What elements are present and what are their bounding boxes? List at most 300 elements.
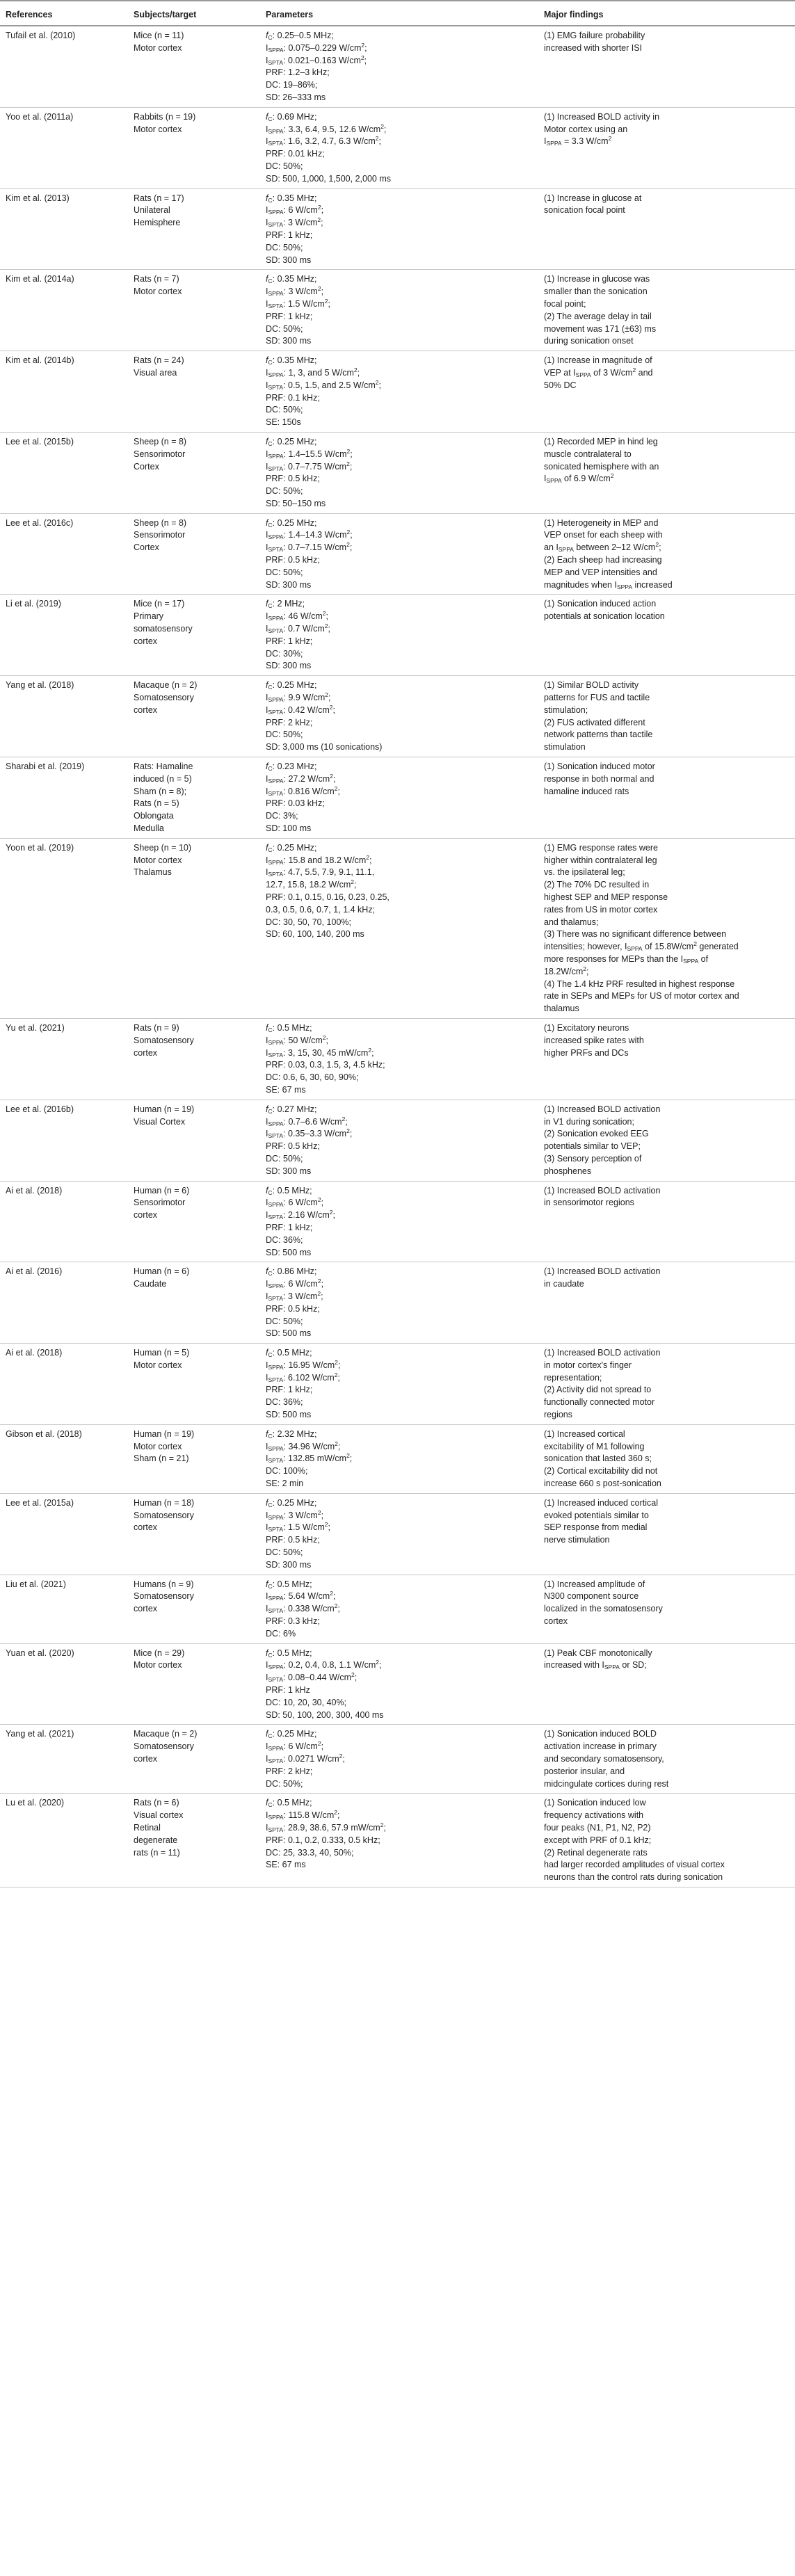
cell-line: $I_{SPPA}$: 6 $W/cm^2$; xyxy=(266,1740,324,1753)
findings-cell xyxy=(538,351,795,433)
subjects-cell xyxy=(128,1493,260,1575)
cell-line: DC: 0.6, 6, 30, 60, 90%; xyxy=(266,1072,359,1083)
cell-line: Human (n = 6) xyxy=(134,1266,190,1277)
reference-cell xyxy=(0,1493,128,1575)
cell-line: $I_{SPTA}$: 132.85 $mW/cm^2$; xyxy=(266,1452,353,1465)
reference-cell xyxy=(0,1181,128,1262)
findings-cell xyxy=(538,838,795,1018)
cell-line: in sensorimotor regions xyxy=(544,1198,634,1208)
cell-line: Ai et al. (2016) xyxy=(6,1266,63,1277)
cell-line: in caudate xyxy=(544,1279,584,1289)
parameters-cell xyxy=(260,26,538,107)
cell-line: $I_{SPTA}$: 3 $W/cm^2$; xyxy=(266,1289,323,1302)
cell-line: $I_{SPPA}$: 27.2 $W/cm^2$; xyxy=(266,772,336,784)
subjects-cell xyxy=(128,1725,260,1794)
findings-cell xyxy=(538,1424,795,1493)
header-parameters: Parameters xyxy=(260,1,538,26)
table-row xyxy=(0,270,795,351)
cell-line: (2) FUS activated different xyxy=(544,717,645,727)
cell-line: DC: 50%; xyxy=(266,1316,303,1326)
cell-line: DC: 6% xyxy=(266,1628,296,1639)
cell-line: (1) Similar BOLD activity xyxy=(544,680,639,691)
findings-cell xyxy=(538,1493,795,1575)
cell-line: SD: 50–150 ms xyxy=(266,498,326,508)
cell-line: (1) Sonication induced motor xyxy=(544,762,655,772)
cell-line: $I_{SPPA}$: 50 $W/cm^2$; xyxy=(266,1033,329,1046)
cell-line: Rats (n = 7) xyxy=(134,274,179,284)
header-references: References xyxy=(0,1,128,26)
cell-line: DC: 3%; xyxy=(266,811,298,821)
cell-line: Rats (n = 9) xyxy=(134,1022,179,1033)
cell-line: increased spike rates with xyxy=(544,1035,644,1045)
parameters-cell xyxy=(260,1262,538,1344)
cell-line: $I_{SPPA}$: 0.2, 0.4, 0.8, 1.1 $W/cm^2$; xyxy=(266,1659,382,1671)
cell-line: $I_{SPTA}$: 0.338 $W/cm^2$; xyxy=(266,1602,340,1615)
cell-line: response in both normal and xyxy=(544,773,655,784)
cell-line: $f_C$: 0.27 MHz; xyxy=(266,1104,317,1115)
cell-line: 50% DC xyxy=(544,380,577,390)
cell-line: $f_C$: 0.25 MHz; xyxy=(266,517,317,529)
reference-cell xyxy=(0,1575,128,1643)
cell-line: excitability of M1 following xyxy=(544,1441,645,1451)
cell-line: $f_C$: 0.25 MHz; xyxy=(266,680,317,691)
cell-line: cortex xyxy=(134,636,158,646)
table-row xyxy=(0,1493,795,1575)
cell-line: SD: 300 ms xyxy=(266,255,312,265)
table-row xyxy=(0,1018,795,1100)
cell-line: PRF: 1 kHz; xyxy=(266,1385,313,1395)
reference-cell xyxy=(0,1018,128,1100)
cell-line: $I_{SPPA} = 3.3$ $W/cm^2$ xyxy=(544,135,612,147)
subjects-cell xyxy=(128,1262,260,1344)
reference-cell xyxy=(0,1100,128,1181)
reference-cell xyxy=(0,676,128,757)
cell-line: (1) Sonication induced action xyxy=(544,599,657,609)
table-row xyxy=(0,1262,795,1344)
cell-line: (1) Increased BOLD activation xyxy=(544,1348,661,1358)
cell-line: Lee et al. (2016b) xyxy=(6,1104,74,1114)
cell-line: DC: 10, 20, 30, 40%; xyxy=(266,1697,347,1707)
table-row xyxy=(0,757,795,839)
subjects-cell xyxy=(128,595,260,676)
cell-line: Kim et al. (2013) xyxy=(6,193,70,203)
cell-line: cortex xyxy=(134,1210,158,1221)
parameters-cell xyxy=(260,1100,538,1181)
cell-line: PRF: 0.01 kHz; xyxy=(266,149,325,159)
cell-line: $I_{SPPA}$: 1.4–14.3 $W/cm^2$; xyxy=(266,529,353,541)
table-row xyxy=(0,1100,795,1181)
cell-line: PRF: 0.1 kHz; xyxy=(266,392,320,403)
parameters-cell xyxy=(260,1794,538,1887)
findings-cell xyxy=(538,1100,795,1181)
cell-line: Yu et al. (2021) xyxy=(6,1022,65,1033)
cell-line: $f_C$: 0.5 MHz; xyxy=(266,1022,312,1033)
parameters-cell xyxy=(260,513,538,595)
table-row xyxy=(0,513,795,595)
cell-line: midcingulate cortices during rest xyxy=(544,1778,669,1789)
cell-line: Kim et al. (2014b) xyxy=(6,355,74,366)
cell-line: $18.2W/cm^2$; xyxy=(544,965,589,976)
cell-line: $I_{SPPA}$: 3.3, 6.4, 9.5, 12.6 $W/cm^2$; xyxy=(266,122,387,135)
subjects-cell xyxy=(128,188,260,270)
cell-line: Human (n = 19) xyxy=(134,1428,195,1439)
cell-line: $I_{SPPA}$ of 6.9 $W/cm^2$ xyxy=(544,472,614,485)
table-row xyxy=(0,1575,795,1643)
cell-line: $I_{SPPA}$: 0.075–0.229 $W/cm^2$; xyxy=(266,41,367,54)
cell-line: Sharabi et al. (2019) xyxy=(6,762,85,772)
findings-cell xyxy=(538,107,795,188)
cell-line: Thalamus xyxy=(134,867,172,878)
cell-line: SE: 150s xyxy=(266,417,301,428)
findings-cell xyxy=(538,1575,795,1643)
table-row xyxy=(0,1725,795,1794)
subjects-cell xyxy=(128,1794,260,1887)
cell-line: $I_{SPTA}$: 0.5, 1.5, and 2.5 $W/cm^2$; xyxy=(266,378,381,391)
cell-line: stimulation xyxy=(544,742,586,752)
cell-line: SD: 100 ms xyxy=(266,823,312,834)
cell-line: $I_{SPPA}$: 6 $W/cm^2$; xyxy=(266,1196,324,1209)
cell-line: Cortex xyxy=(134,542,159,553)
cell-line: SD: 300 ms xyxy=(266,579,312,590)
cell-line: network patterns than tactile xyxy=(544,730,653,740)
cell-line: PRF: 1 kHz; xyxy=(266,636,313,646)
cell-line: PRF: 0.5 kHz; xyxy=(266,1141,320,1152)
cell-line: localized in the somatosensory xyxy=(544,1604,663,1614)
cell-line: DC: 50%; xyxy=(266,405,303,415)
cell-line: Yoon et al. (2019) xyxy=(6,842,74,853)
cell-line: Motor cortex xyxy=(134,1360,182,1370)
cell-line: sonication that lasted 360 s; xyxy=(544,1454,652,1464)
cell-line: SD: 500 ms xyxy=(266,1247,312,1257)
cell-line: Motor cortex xyxy=(134,42,182,53)
cell-line: intensities; however, $I_{SPPA}$ of $15.8W/cm^2$ generated xyxy=(544,940,739,953)
subjects-cell xyxy=(128,1643,260,1725)
findings-cell xyxy=(538,1643,795,1725)
cell-line: vs. the ipsilateral leg; xyxy=(544,867,625,878)
cell-line: DC: 19–86%; xyxy=(266,80,318,90)
cell-line: cortex xyxy=(134,705,158,715)
cell-line: $I_{SPTA}$: 0.42 $W/cm^2$; xyxy=(266,703,335,716)
cell-line: $I_{SPTA}$: 3, 15, 30, 45 $mW/cm^2$; xyxy=(266,1046,374,1058)
subjects-cell xyxy=(128,1575,260,1643)
cell-line: $I_{SPPA}$: 46 $W/cm^2$; xyxy=(266,610,329,622)
cell-line: $I_{SPPA}$: 34.96 $W/cm^2$; xyxy=(266,1440,341,1452)
cell-line: four peaks (N1, P1, N2, P2) xyxy=(544,1822,651,1833)
cell-line: Lee et al. (2015a) xyxy=(6,1497,74,1508)
parameters-cell xyxy=(260,188,538,270)
cell-line: $f_C$: 2.32 MHz; xyxy=(266,1428,317,1440)
cell-line: $I_{SPTA}$: 6.102 $W/cm^2$; xyxy=(266,1371,340,1383)
cell-line: Motor cortex using an xyxy=(544,124,628,134)
cell-line: DC: 50%; xyxy=(266,1778,303,1789)
cell-line: and thalamus; xyxy=(544,917,599,927)
cell-line: potentials at sonication location xyxy=(544,611,665,622)
cell-line: $I_{SPTA}$: 0.816 $W/cm^2$; xyxy=(266,784,340,797)
cell-line: 0.3, 0.5, 0.6, 0.7, 1, 1.4 kHz; xyxy=(266,904,376,915)
cell-line: Li et al. (2019) xyxy=(6,599,61,609)
cell-line: increased with $I_{SPPA}$ or SD; xyxy=(544,1660,647,1671)
cell-line: PRF: 0.5 kHz; xyxy=(266,555,320,565)
cell-line: $I_{SPPA}$: 15.8 and 18.2 $W/cm^2$; xyxy=(266,853,372,866)
cell-line: PRF: 0.03 kHz; xyxy=(266,798,325,809)
parameters-cell xyxy=(260,432,538,513)
cell-line: DC: 50%; xyxy=(266,323,303,334)
cell-line: $I_{SPTA}$: 3 $W/cm^2$; xyxy=(266,216,323,229)
cell-line: functionally connected motor xyxy=(544,1397,655,1408)
cell-line: (1) Recorded MEP in hind leg xyxy=(544,436,658,446)
findings-cell xyxy=(538,1794,795,1887)
cell-line: phosphenes xyxy=(544,1166,592,1176)
reference-cell xyxy=(0,1794,128,1887)
cell-line: DC: 25, 33.3, 40, 50%; xyxy=(266,1847,354,1858)
cell-line: SD: 26–333 ms xyxy=(266,92,326,102)
cell-line: (1) Increased BOLD activity in xyxy=(544,111,660,122)
cell-line: (1) EMG response rates were xyxy=(544,842,658,853)
cell-line: Macaque (n = 2) xyxy=(134,680,198,691)
cell-line: PRF: 0.5 kHz; xyxy=(266,474,320,484)
cell-line: Human (n = 19) xyxy=(134,1104,195,1114)
cell-line: Unilateral xyxy=(134,205,170,216)
table-row xyxy=(0,188,795,270)
parameters-cell xyxy=(260,1725,538,1794)
cell-line: higher PRFs and DCs xyxy=(544,1047,629,1058)
cell-line: posterior insular, and xyxy=(544,1766,625,1776)
findings-cell xyxy=(538,1181,795,1262)
cell-line: (2) Each sheep had increasing xyxy=(544,555,662,565)
cell-line: Medulla xyxy=(134,823,164,834)
cell-line: SD: 300 ms xyxy=(266,1559,312,1570)
cell-line: (1) EMG failure probability xyxy=(544,31,645,40)
cell-line: Yoo et al. (2011a) xyxy=(6,111,74,122)
cell-line: hamaline induced rats xyxy=(544,786,629,796)
cell-line: $I_{SPPA}$: 16.95 $W/cm^2$; xyxy=(266,1358,341,1371)
cell-line: evoked potentials similar to xyxy=(544,1510,649,1520)
cell-line: Rabbits (n = 19) xyxy=(134,111,196,122)
subjects-cell xyxy=(128,351,260,433)
cell-line: Mice (n = 17) xyxy=(134,599,185,609)
cell-line: Kim et al. (2014a) xyxy=(6,274,74,284)
cell-line: Sheep (n = 8) xyxy=(134,517,187,528)
cell-line: $I_{SPTA}$: 1.5 $W/cm^2$; xyxy=(266,297,331,309)
cell-line: in V1 during sonication; xyxy=(544,1116,634,1127)
cell-line: Liu et al. (2021) xyxy=(6,1579,66,1589)
reference-cell xyxy=(0,351,128,433)
parameters-cell xyxy=(260,270,538,351)
reference-cell xyxy=(0,107,128,188)
subjects-cell xyxy=(128,1018,260,1100)
table-row xyxy=(0,1643,795,1725)
cell-line: Human (n = 18) xyxy=(134,1497,195,1508)
reference-cell xyxy=(0,838,128,1018)
parameters-cell xyxy=(260,757,538,839)
cell-line: $f_C$: 0.35 MHz; xyxy=(266,355,317,367)
findings-cell xyxy=(538,1262,795,1344)
parameters-cell xyxy=(260,676,538,757)
cell-line: $I_{SPTA}$: 0.7–7.75 $W/cm^2$; xyxy=(266,460,353,472)
cell-line: $f_C$: 0.35 MHz; xyxy=(266,193,317,204)
cell-line: cortex xyxy=(134,1047,158,1058)
cell-line: Somatosensory xyxy=(134,1741,194,1752)
cell-line: DC: 30, 50, 70, 100%; xyxy=(266,917,351,927)
cell-line: $f_C$: 0.25 MHz; xyxy=(266,1729,317,1740)
cell-line: $f_C$: 0.5 MHz; xyxy=(266,1579,312,1590)
cell-line: (2) Sonication evoked EEG xyxy=(544,1129,649,1139)
cell-line: Rats (n = 17) xyxy=(134,193,184,203)
cell-line: PRF: 0.3 kHz; xyxy=(266,1616,320,1627)
cell-line: DC: 50%; xyxy=(266,1153,303,1164)
cell-line: DC: 100%; xyxy=(266,1466,308,1476)
cell-line: (3) Sensory perception of xyxy=(544,1153,642,1164)
cell-line: $I_{SPTA}$: 1.5 $W/cm^2$; xyxy=(266,1521,331,1533)
header-major-findings: Major findings xyxy=(538,1,795,26)
cell-line: activation increase in primary xyxy=(544,1741,657,1752)
table-row xyxy=(0,1424,795,1493)
cell-line: PRF: 0.5 kHz; xyxy=(266,1535,320,1545)
cell-line: PRF: 0.5 kHz; xyxy=(266,1303,320,1314)
cell-line: DC: 50%; xyxy=(266,242,303,252)
cell-line: increased with shorter ISI xyxy=(544,42,643,53)
findings-cell xyxy=(538,270,795,351)
reference-cell xyxy=(0,188,128,270)
cell-line: Yang et al. (2018) xyxy=(6,680,74,691)
cell-line: Sensorimotor xyxy=(134,1198,186,1208)
cell-line: (1) Increased BOLD activation xyxy=(544,1185,661,1196)
cell-line: (1) Increased BOLD activation xyxy=(544,1104,661,1114)
cell-line: $I_{SPTA}$: 28.9, 38.6, 57.9 $mW/cm^2$; xyxy=(266,1821,386,1833)
cell-line: SD: 300 ms xyxy=(266,336,312,346)
table-header-row xyxy=(0,1,795,26)
findings-cell xyxy=(538,757,795,839)
cell-line: DC: 50%; xyxy=(266,1547,303,1558)
cell-line: (1) Sonication induced low xyxy=(544,1798,646,1808)
cell-line: $f_C$: 0.5 MHz; xyxy=(266,1798,312,1809)
parameters-cell xyxy=(260,351,538,433)
cell-line: Yuan et al. (2020) xyxy=(6,1648,74,1658)
cell-line: Sheep (n = 10) xyxy=(134,842,192,853)
table-row xyxy=(0,351,795,433)
findings-cell xyxy=(538,26,795,107)
cell-line: $I_{SPTA}$: 0.0271 $W/cm^2$; xyxy=(266,1753,345,1764)
cell-line: regions xyxy=(544,1410,572,1420)
reference-cell xyxy=(0,757,128,839)
cell-line: Hemisphere xyxy=(134,218,181,228)
cell-line: Primary xyxy=(134,611,164,622)
cell-line: DC: 50%; xyxy=(266,567,303,577)
parameters-cell xyxy=(260,1643,538,1725)
subjects-cell xyxy=(128,757,260,839)
cell-line: Lee et al. (2015b) xyxy=(6,436,74,446)
cell-line: (2) The average delay in tail xyxy=(544,311,652,321)
cell-line: $I_{SPTA}$: 0.7 $W/cm^2$; xyxy=(266,622,331,635)
header-subjects-target: Subjects/target xyxy=(128,1,260,26)
cell-line: (3) There was no significant difference between xyxy=(544,929,727,940)
cell-line: except with PRF of 0.1 kHz; xyxy=(544,1835,652,1845)
cell-line: Somatosensory xyxy=(134,1510,194,1520)
cell-line: Oblongata xyxy=(134,811,174,821)
cell-line: Gibson et al. (2018) xyxy=(6,1428,82,1439)
reference-cell xyxy=(0,1725,128,1794)
subjects-cell xyxy=(128,1424,260,1493)
cell-line: SD: 50, 100, 200, 300, 400 ms xyxy=(266,1709,384,1720)
subjects-cell xyxy=(128,1181,260,1262)
cell-line: Human (n = 5) xyxy=(134,1348,190,1358)
subjects-cell xyxy=(128,1344,260,1425)
cell-line: (2) Activity did not spread to xyxy=(544,1385,652,1395)
cell-line: magnitudes when $I_{SPPA}$ increased xyxy=(544,579,673,590)
parameters-cell xyxy=(260,1575,538,1643)
cell-line: SD: 500 ms xyxy=(266,1410,312,1420)
cell-line: Visual cortex xyxy=(134,1810,184,1821)
subjects-cell xyxy=(128,432,260,513)
cell-line: neurons than the control rats during sonication xyxy=(544,1872,723,1883)
cell-line: PRF: 2 kHz; xyxy=(266,1766,313,1776)
cell-line: Humans (n = 9) xyxy=(134,1579,194,1589)
cell-line: rats (n = 11) xyxy=(134,1847,180,1858)
cell-line: DC: 50%; xyxy=(266,161,303,171)
cell-line: $f_C$: 0.25 MHz; xyxy=(266,436,317,447)
table-row xyxy=(0,107,795,188)
table-row xyxy=(0,26,795,107)
cell-line: Ai et al. (2018) xyxy=(6,1185,63,1196)
cell-line: SE: 67 ms xyxy=(266,1860,306,1870)
cell-line: (1) Increased induced cortical xyxy=(544,1497,658,1508)
cell-line: Visual Cortex xyxy=(134,1116,186,1127)
subjects-cell xyxy=(128,270,260,351)
subjects-cell xyxy=(128,107,260,188)
table-row xyxy=(0,1344,795,1425)
cell-line: $I_{SPPA}$: 9.9 $W/cm^2$; xyxy=(266,691,331,704)
cell-line: SD: 300 ms xyxy=(266,661,312,671)
parameters-cell xyxy=(260,838,538,1018)
cell-line: VEP at $I_{SPPA}$ of 3 $W/cm^2$ and xyxy=(544,366,653,378)
cell-line: DC: 36%; xyxy=(266,1397,303,1408)
cell-line: $I_{SPPA}$: 6 $W/cm^2$; xyxy=(266,204,324,216)
cell-line: $I_{SPPA}$: 1.4–15.5 $W/cm^2$; xyxy=(266,447,353,460)
cell-line: $I_{SPPA}$: 6 $W/cm^2$; xyxy=(266,1278,324,1290)
findings-cell xyxy=(538,513,795,595)
parameters-cell xyxy=(260,107,538,188)
cell-line: PRF: 1 kHz; xyxy=(266,311,313,321)
cell-line: (1) Peak CBF monotonically xyxy=(544,1648,652,1658)
findings-cell xyxy=(538,1018,795,1100)
cell-line: $I_{SPTA}$: 2.16 $W/cm^2$; xyxy=(266,1209,335,1221)
cell-line: Rats: Hamaline xyxy=(134,762,193,772)
table-row xyxy=(0,676,795,757)
cell-line: sonication focal point xyxy=(544,205,625,216)
cell-line: nerve stimulation xyxy=(544,1535,610,1545)
cell-line: increase 660 s post-sonication xyxy=(544,1479,661,1489)
parameters-cell xyxy=(260,1344,538,1425)
parameters-cell xyxy=(260,1018,538,1100)
cell-line: Lee et al. (2016c) xyxy=(6,517,74,528)
subjects-cell xyxy=(128,513,260,595)
cell-line: Motor cortex xyxy=(134,1660,182,1671)
cell-line: Mice (n = 11) xyxy=(134,31,184,40)
cell-line: Somatosensory xyxy=(134,1591,194,1602)
cell-line: (1) Increase in glucose at xyxy=(544,193,642,203)
cell-line: rates from US in motor cortex xyxy=(544,904,658,915)
cell-line: $f_C$: 0.5 MHz; xyxy=(266,1348,312,1359)
cell-line: Lu et al. (2020) xyxy=(6,1798,65,1808)
cell-line: SE: 67 ms xyxy=(266,1084,306,1095)
cell-line: $I_{SPTA}$: 1.6, 3.2, 4.7, 6.3 $W/cm^2$; xyxy=(266,135,381,147)
cell-line: $f_C$: 0.23 MHz; xyxy=(266,762,317,773)
cell-line: $f_C$: 0.25 MHz; xyxy=(266,1497,317,1508)
cell-line: $f_C$: 0.35 MHz; xyxy=(266,274,317,285)
cell-line: SD: 500 ms xyxy=(266,1328,312,1339)
reference-cell xyxy=(0,26,128,107)
cell-line: Somatosensory xyxy=(134,1035,194,1045)
